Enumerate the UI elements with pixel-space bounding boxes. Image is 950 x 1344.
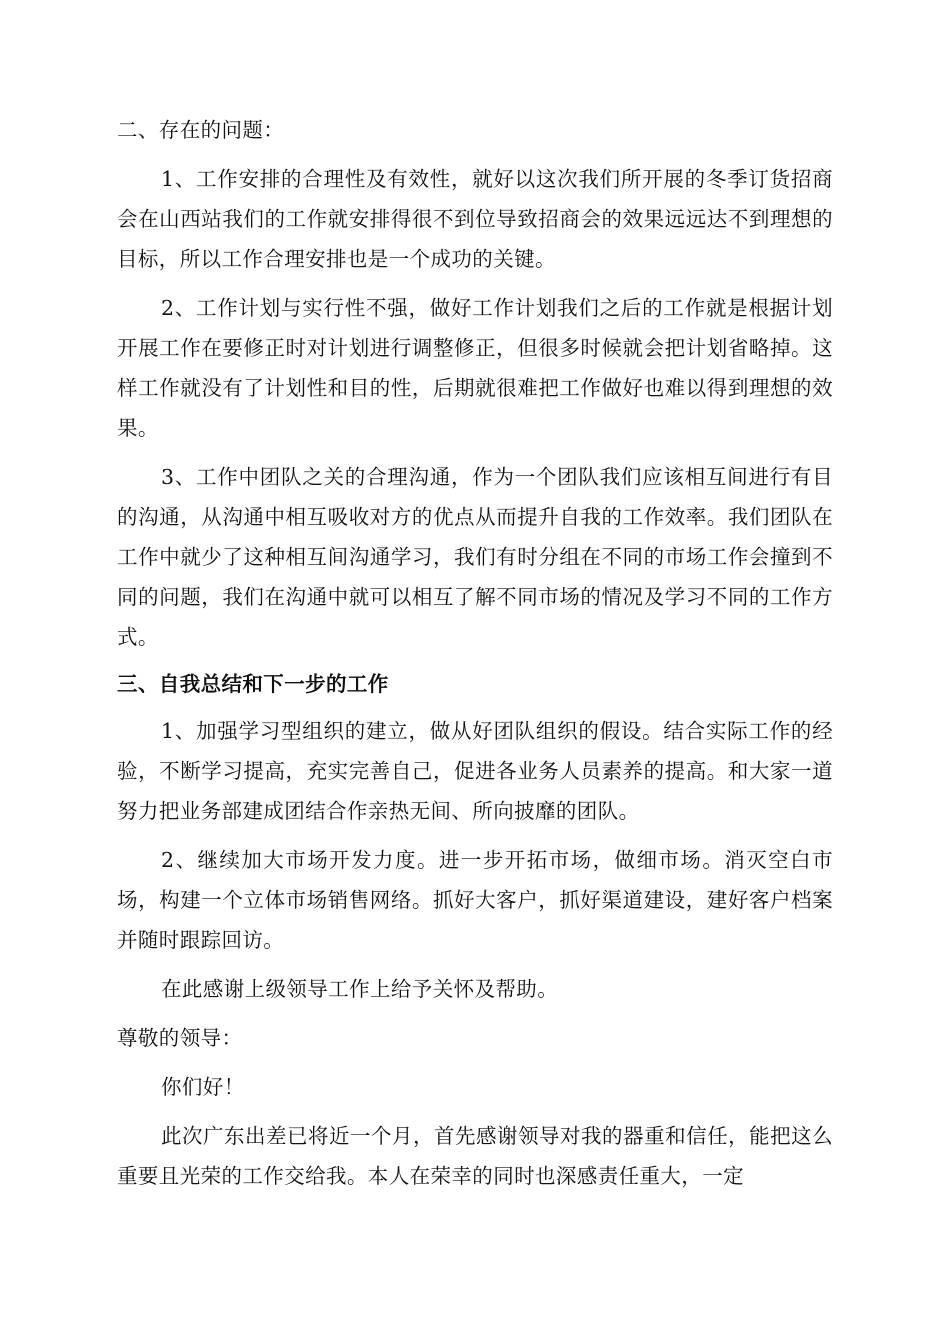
letter-body-paragraph: 此次广东出差已将近一个月，首先感谢领导对我的器重和信任，能把这么重要且光荣的工作交给我。本人在荣幸的同时也深感责任重大，一定 <box>117 1124 833 1188</box>
section-heading-problems: 二、存在的问题： <box>117 118 285 142</box>
letter-salutation: 尊敬的领导： <box>117 1026 243 1050</box>
paragraph-problem-2: 2、工作计划与实行性不强，做好工作计划我们之后的工作就是根据计划开展工作在要修正时对计划进行调整修正，但很多时候就会把计划省略掉。这样工作就没有了计划性和目的性，后期就很难把工作做好也难以得到理想的效果。 <box>117 296 833 440</box>
paragraph-problem-3: 3、工作中团队之关的合理沟通，作为一个团队我们应该相互间进行有目的沟通，从沟通中相互吸收对方的优点从而提升自我的工作效率。我们团队在工作中就少了这种相互间沟通学习，我们有时分组在不同的市场工作会撞到不同的问题，我们在沟通中就可以相互了解不同市场的情况及学习不同的工作方式。 <box>117 465 833 649</box>
paragraph-plan-2: 2、继续加大市场开发力度。进一步开拓市场，做细市场。消灭空白市场，构建一个立体市场销售网络。抓好大客户，抓好渠道建设，建好客户档案并随时跟踪回访。 <box>117 848 833 952</box>
paragraph-plan-1: 1、加强学习型组织的建立，做从好团队组织的假设。结合实际工作的经验，不断学习提高，充实完善自己，促进各业务人员素养的提高。和大家一道努力把业务部建成团结合作亲热无间、所向披靡的团队。 <box>117 719 833 823</box>
section-heading-summary: 三、自我总结和下一步的工作 <box>117 672 389 696</box>
letter-greeting: 你们好！ <box>161 1075 245 1099</box>
document-body <box>117 110 833 1196</box>
paragraph-thanks: 在此感谢上级领导工作上给予关怀及帮助。 <box>161 977 559 1001</box>
paragraph-problem-1: 1、工作安排的合理性及有效性，就好以这次我们所开展的冬季订货招商会在山西站我们的工作就安排得很不到位导致招商会的效果远远达不到理想的目标，所以工作合理安排也是一个成功的关键。 <box>117 167 833 271</box>
